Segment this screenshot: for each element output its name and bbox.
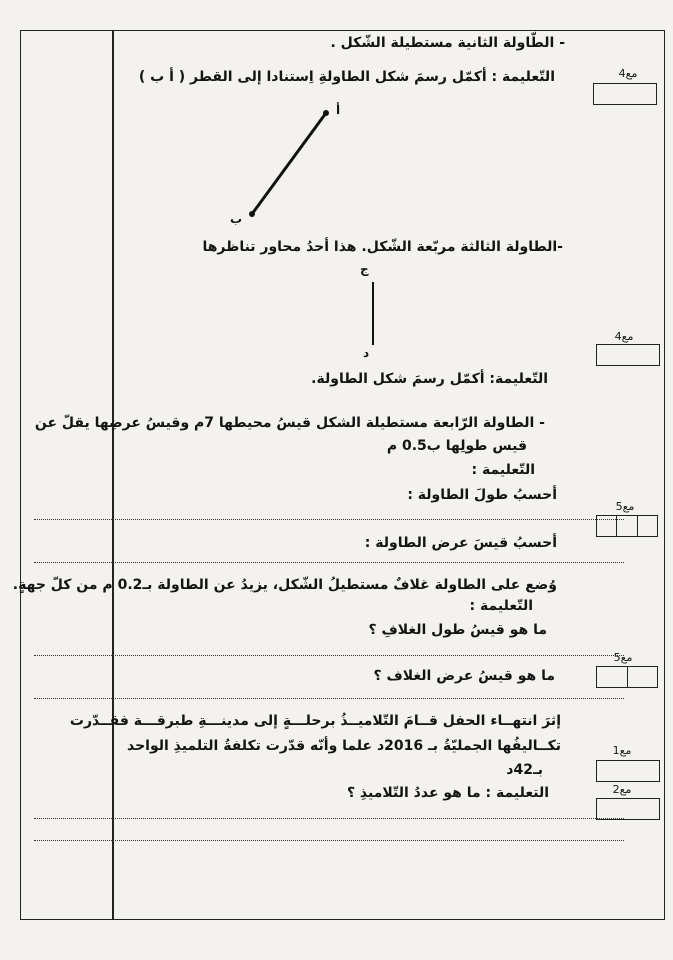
answer-line[interactable]: [34, 698, 624, 699]
instruction-label-4: التّعليمة :: [471, 462, 535, 478]
instruction-label-5: التّعليمة :: [469, 598, 533, 614]
score-box[interactable]: [596, 760, 660, 782]
cover-statement: وُضع على الطاولة غلافٌ مستطيلُ الشّكل، يزيدُ عن الطاولة بـ0.2 م من كلّ جهةٍ.: [12, 577, 557, 593]
score-box-split[interactable]: [596, 666, 658, 688]
fourth-table-statement-cont: قيس طولِها ب0.5 م: [386, 438, 527, 454]
score-box[interactable]: [596, 344, 660, 366]
point-a-label: أ: [336, 103, 341, 117]
score-box[interactable]: [593, 83, 657, 105]
criterion-label: مع5: [615, 500, 635, 513]
criterion-label: مع2: [612, 783, 632, 796]
answer-line[interactable]: [34, 519, 624, 520]
answer-line[interactable]: [34, 562, 624, 563]
score-box-split[interactable]: [596, 515, 658, 537]
compute-length-prompt: أحسبُ طولَ الطاولة :: [407, 487, 557, 503]
score-box[interactable]: [596, 798, 660, 820]
point-a: [323, 110, 329, 116]
cover-length-question: ما هو قيسُ طول الغلافِ ؟: [368, 622, 547, 638]
answer-line[interactable]: [34, 818, 624, 819]
point-j-label: ج: [360, 262, 369, 276]
instruction-complete-square: التّعليمة: أكمّل رسمَ شكل الطاولة.: [311, 371, 548, 387]
trip-statement-end: بـ42د: [506, 762, 543, 778]
trip-statement-cont: تكــاليفُها الجمليّةُ بـ 2016د علما وأنّه قدّرت تكلفةُ التلميذِ الواحد: [127, 738, 561, 754]
instruction-pupils-count: التعليمة : ما هو عددُ التّلاميذِ ؟: [346, 785, 549, 801]
cover-width-question: ما هو قيسُ عرض الغلاف ؟: [373, 668, 555, 684]
criterion-label: مع1: [612, 744, 632, 757]
compute-width-prompt: أحسبُ قيسَ عرض الطاولة :: [364, 535, 557, 551]
second-table-statement: - الطّاولة الثانية مستطيلة الشّكل .: [330, 35, 565, 51]
point-d-label: د: [363, 346, 370, 360]
fourth-table-statement: - الطاولة الرّابعة مستطيلة الشكل قيسُ محيطها 7م وقيسُ عرضِها يقلّ عن: [34, 415, 545, 431]
answer-line[interactable]: [34, 840, 624, 841]
point-b-label: ب: [230, 212, 243, 226]
criterion-label: مع5: [613, 651, 633, 664]
instruction-complete-rectangle: التّعليمة : أكمّل رسمَ شكل الطاولةِ اِستنادا إلى القطر ( أ ب ): [138, 69, 555, 85]
answer-line[interactable]: [34, 655, 624, 656]
criterion-label: مع4: [618, 67, 638, 80]
criterion-label: مع4: [614, 330, 634, 343]
third-table-statement: -الطاولة الثالثة مربّعة الشّكل. هذا أحدُ محاور تناظرها: [202, 239, 563, 255]
diagonal-ab: [252, 113, 326, 214]
trip-statement: إثرَ انتهــاء الحفل قــامَ التّلاميــذُ برحلـــةٍ إلى مدينـــةِ طبرقـــة فقــدّرت: [69, 713, 561, 729]
point-b: [249, 211, 255, 217]
